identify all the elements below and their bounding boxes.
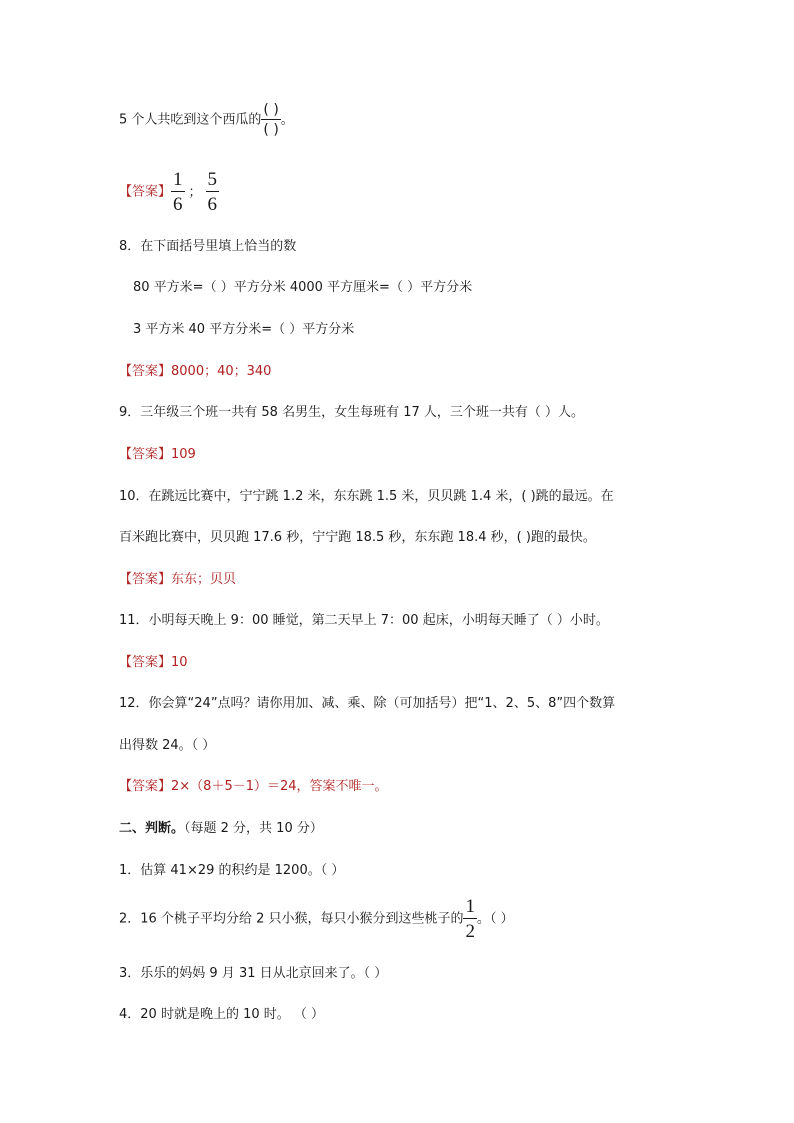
judge-item-2: [119, 897, 514, 941]
judge-item-2-tail: 。（ ）: [476, 911, 514, 927]
judge-item-4: 4．20 时就是晚上的 10 时。 （ ）: [119, 1007, 325, 1022]
q12-answer: [119, 775, 388, 794]
q7-blank-denominator: ( ): [263, 122, 279, 138]
q9-text: 9．三年级三个班一共有 58 名男生，女生每班有 17 人，三个班一共有（ ）人。: [119, 405, 585, 420]
q7-line: [119, 103, 294, 137]
q7-answer-fraction-2: [206, 170, 220, 214]
q12-line-1: 12．你会算“24”点吗？请你用加、减、乘、除（可加括号）把“1、2、5、8”四个数算: [119, 696, 616, 711]
q8-line-1: 80 平方米=（ ）平方分米 4000 平方厘米=（ ）平方分米: [133, 280, 473, 295]
q7-end: 。: [280, 112, 294, 128]
q7-text: 5 个人共吃到这个西瓜的: [119, 112, 262, 128]
q10-line-1: 10．在跳远比赛中，宁宁跳 1.2 米，东东跳 1.5 米，贝贝跳 1.4 米，( )跳的最远。在: [119, 489, 614, 504]
q7-answer-fraction-1-den: 6: [173, 194, 183, 215]
q8-answer: [119, 360, 271, 379]
judge-item-1: 1．估算 41×29 的积约是 1200。（ ）: [119, 863, 345, 878]
answer-label: 【答案】: [119, 572, 172, 587]
q11-text: 11．小明每天晚上 9：00 睡觉，第二天早上 7：00 起床，小明每天睡了（ ）小时。: [119, 613, 609, 628]
q12-line-2: 出得数 24。（ ）: [119, 738, 216, 753]
q7-blank-fraction: [261, 103, 280, 137]
judge-item-3: 3．乐乐的妈妈 9 月 31 日从北京回来了。（ ）: [119, 966, 388, 981]
q11-answer-text: 10: [171, 655, 188, 670]
section-2-note: （每题 2 分，共 10 分）: [184, 821, 323, 836]
q8-line-2: 3 平方米 40 平方分米=（ ）平方分米: [133, 322, 355, 337]
q8-answer-text: 8000；40；340: [171, 364, 272, 379]
section-2-title: 二、判断。: [119, 821, 185, 836]
q11-answer: [119, 651, 188, 670]
q12-answer-text: 2×（8＋5－1）＝24，答案不唯一。: [171, 779, 388, 794]
judge-item-2-fraction-den: 2: [465, 921, 475, 942]
q7-answer-fraction-2-den: 6: [207, 194, 218, 215]
section-2-heading: [119, 817, 323, 836]
q7-answer: [119, 170, 219, 214]
judge-item-2-fraction-num: 1: [465, 896, 475, 917]
q10-answer-text: 东东；贝贝: [171, 572, 237, 587]
answer-label: 【答案】: [119, 364, 172, 379]
judge-item-2-fraction: [463, 897, 477, 941]
q7-answer-fraction-2-num: 5: [207, 169, 218, 190]
q9-answer-text: 109: [171, 447, 196, 462]
q10-line-2: 百米跑比赛中，贝贝跑 17.6 秒，宁宁跑 18.5 秒，东东跑 18.4 秒，( )跑的最快。: [119, 530, 596, 545]
answer-label: 【答案】: [119, 655, 172, 670]
judge-item-2-text: 2．16 个桃子平均分给 2 只小猴，每只小猴分到这些桃子的: [119, 911, 464, 927]
answer-label: 【答案】: [119, 779, 172, 794]
q7-answer-fraction-1-num: 1: [173, 169, 183, 190]
q8-title: 8．在下面括号里填上恰当的数: [119, 239, 297, 254]
q7-blank-numerator: ( ): [263, 102, 279, 118]
q7-answer-fraction-1: [171, 170, 185, 214]
q10-answer: [119, 568, 236, 587]
q9-answer: [119, 443, 196, 462]
q7-answer-sep: ；: [188, 184, 202, 200]
answer-label: 【答案】: [119, 447, 172, 462]
answer-label: 【答案】: [119, 184, 172, 200]
